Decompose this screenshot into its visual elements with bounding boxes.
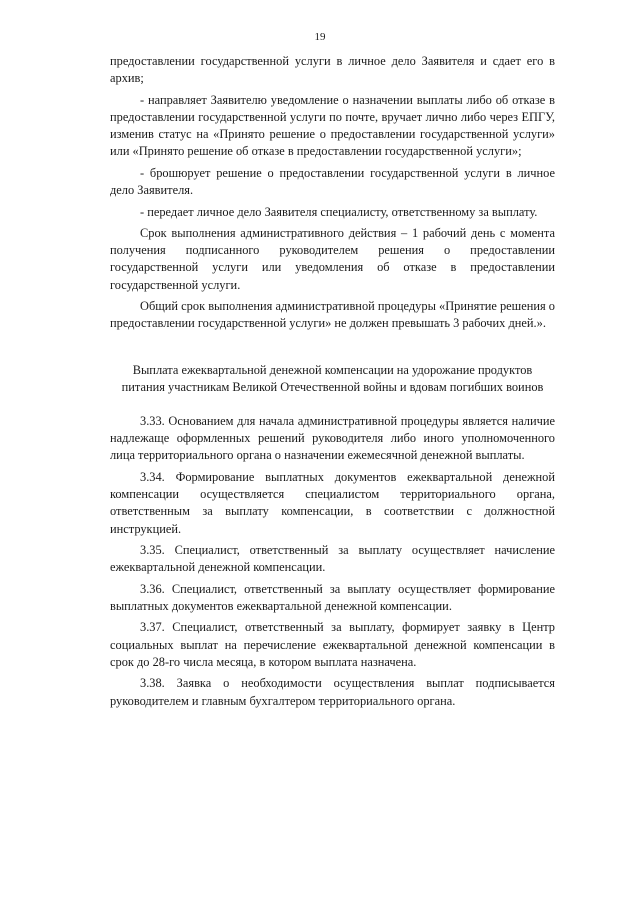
paragraph: - направляет Заявителю уведомление о назначении выплаты либо об отказе в предоставлении государственной услуги по почте, вручает лично либо через ЕПГУ, изменив статус на «Принято решение о предоставлении государственной услуги» или «Принято решение об отказе в предоставлении государственной услуги»; — [110, 92, 555, 159]
paragraph: - передает личное дело Заявителя специалисту, ответственному за выплату. — [140, 204, 538, 219]
paragraph: Срок выполнения административного действия – 1 рабочий день с момента получения подписанного руководителем решения о предоставлении государственной услуги или уведомления об отказе в предоставлении государственной услуги. — [110, 226, 555, 292]
body-text-bottom — [110, 413, 555, 714]
paragraph: 3.35. Специалист, ответственный за выплату осуществляет начисление ежеквартальной денежной компенсации. — [110, 543, 555, 575]
paragraph: - брошюрует решение о предоставлении государственной услуги в личное дело Заявителя. — [110, 165, 555, 198]
body-text-top — [110, 53, 555, 337]
paragraph: 3.34. Формирование выплатных документов ежеквартальной денежной компенсации осуществляется специалистом территориального органа, ответственным за выплату компенсации, в соответствии с должностной инструкцией. — [110, 469, 555, 536]
paragraph: 3.36. Специалист, ответственный за выплату осуществляет формирование выплатных документов ежеквартальной денежной компенсации. — [110, 581, 555, 613]
paragraph: 3.38. Заявка о необходимости осуществления выплат подписывается руководителем и главным бухгалтером территориального органа. — [110, 676, 555, 708]
section-title-line: питания участникам Великой Отечественной войны и вдовам погибших воинов — [121, 380, 544, 395]
paragraph: предоставлении государственной услуги в личное дело Заявителя и сдает его в архив; — [110, 54, 555, 86]
paragraph: 3.33. Основанием для начала административной процедуры является наличие надлежаще оформленных решений руководителя либо иного уполномоченного лица территориального органа о назначении ежемесячной денежной выплаты. — [110, 414, 555, 463]
paragraph: Общий срок выполнения административной процедуры «Принятие решения о предоставлении государственной услуги» не должен превышать 3 рабочих дней.». — [110, 299, 555, 331]
section-title-line: Выплата ежеквартальной денежной компенсации на удорожание продуктов — [132, 363, 533, 377]
page-number: 19 — [314, 31, 326, 43]
paragraph: 3.37. Специалист, ответственный за выплату, формирует заявку в Центр социальных выплат на перечисление ежеквартальной денежной компенсации в срок до 28-го числа месяца, в котором выплата назначена. — [110, 620, 555, 669]
section-title — [110, 362, 555, 396]
